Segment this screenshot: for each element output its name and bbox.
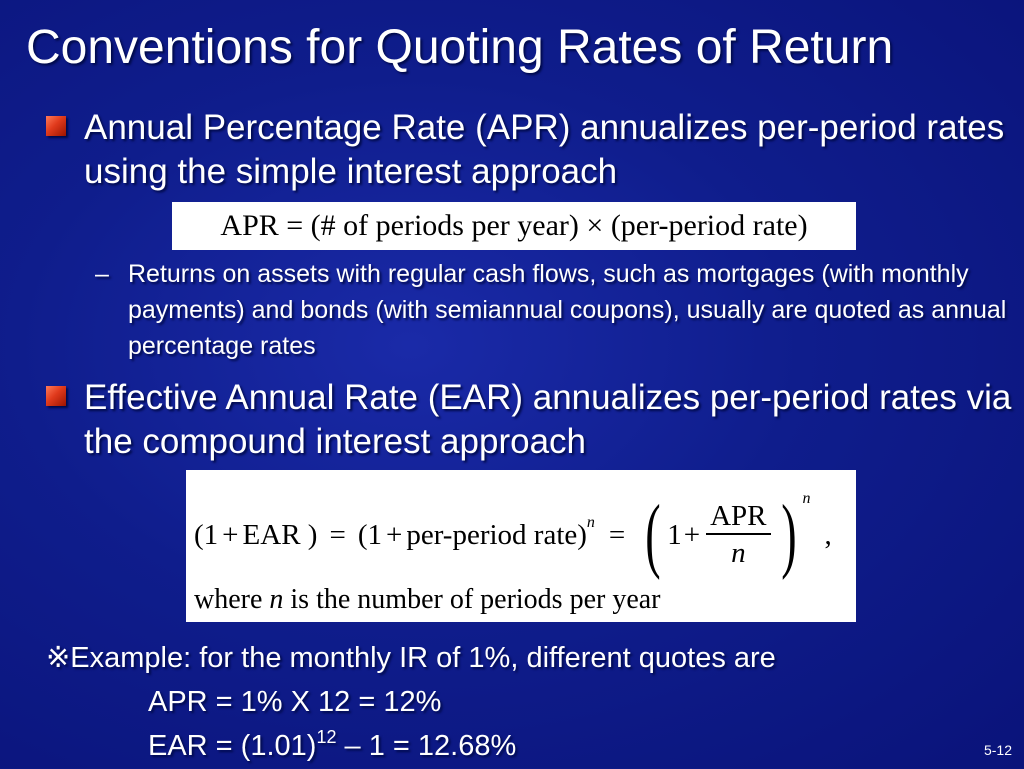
bullet-apr-text: Annual Percentage Rate (APR) annualizes per-period rates using the simple interest approach — [84, 108, 1005, 191]
formula-part: per-period rate) — [406, 518, 587, 551]
dash-marker: – — [95, 260, 109, 288]
example-ear — [148, 726, 516, 769]
formula-part: , — [824, 518, 832, 551]
example-ear-exponent: 12 — [316, 727, 337, 747]
formula-part: + — [222, 518, 239, 551]
apr-formula: APR = (# of periods per year) × (per-period rate) — [172, 202, 856, 250]
formula-part: + — [385, 518, 403, 551]
formula-part: where — [194, 584, 263, 615]
formula-part: n — [269, 584, 284, 615]
ear-where-clause — [194, 582, 661, 618]
example-ear-result: – 1 = 12.68% — [336, 730, 517, 762]
slide-title: Conventions for Quoting Rates of Return — [26, 21, 894, 74]
example-intro: ※Example: for the monthly IR of 1%, different quotes are — [46, 642, 776, 674]
fraction-numerator: APR — [706, 499, 770, 535]
bullet-ear-text: Effective Annual Rate (EAR) annualizes per-period rates via the compound interest approach — [84, 378, 1012, 461]
formula-part: (1 — [357, 518, 382, 551]
bullet-square-icon — [46, 116, 66, 136]
left-paren-icon: ( — [645, 488, 661, 581]
formula-part: EAR ) — [242, 518, 318, 551]
sub-bullet-apr-returns: Returns on assets with regular cash flows, such as mortgages (with monthly payments) and bonds (with semiannual coupons), usually are quoted as annual percentage rates — [128, 260, 1007, 360]
outer-exponent: n — [802, 490, 811, 507]
fraction-denominator: n — [731, 537, 746, 569]
exponent: n — [586, 514, 595, 531]
formula-part: 1 — [667, 518, 682, 551]
ear-equation — [194, 488, 832, 581]
page-number: 5-12 — [983, 742, 1012, 758]
formula-part: is the number of periods per year — [290, 584, 661, 615]
bullet-square-icon — [46, 386, 66, 406]
fraction — [706, 499, 770, 571]
formula-part: = — [329, 518, 346, 551]
right-paren-icon: ) — [780, 488, 797, 581]
example-ear-base: EAR = (1.01) — [148, 730, 317, 762]
formula-part: (1 — [194, 518, 219, 551]
formula-part: = — [608, 518, 626, 551]
formula-part: + — [683, 518, 701, 551]
ear-formula — [186, 470, 856, 622]
example-apr: APR = 1% X 12 = 12% — [148, 686, 442, 718]
